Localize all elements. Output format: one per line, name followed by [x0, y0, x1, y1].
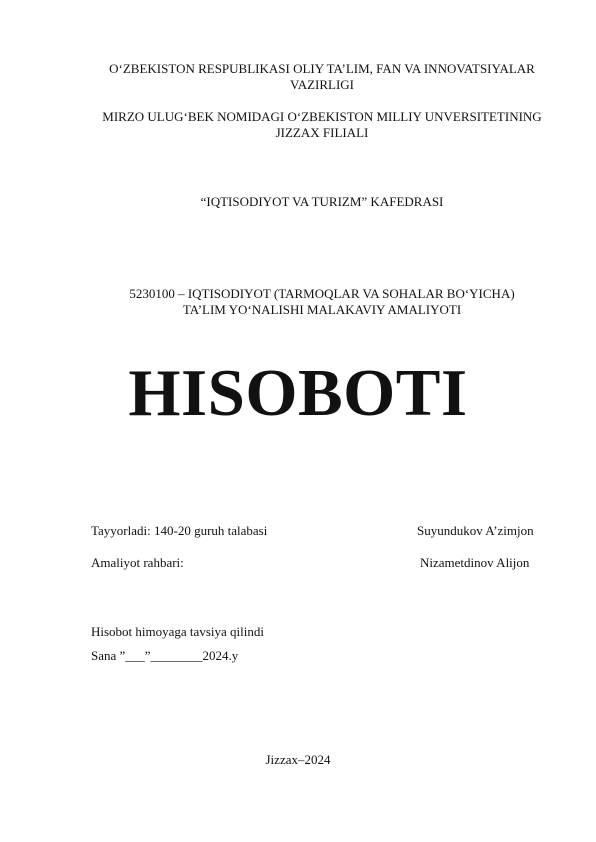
- student-name: Suyundukov A’zimjon: [417, 523, 534, 538]
- date-line: Sana ”___”________2024.y: [91, 648, 239, 663]
- university-branch-heading: [60, 109, 584, 141]
- ministry-line-1: O‘ZBEKISTON RESPUBLIKASI OLIY TA’LIM, FAN VA INNOVATSIYALAR: [109, 61, 535, 76]
- branch-line-2: JIZZAX FILIALI: [275, 125, 369, 140]
- supervisor-label: Amaliyot rahbari:: [91, 555, 184, 570]
- programme-heading: [60, 286, 584, 318]
- prepared-by-label: Tayyorladi: 140-20 guruh talabasi: [91, 523, 268, 538]
- programme-line-2: TA’LIM YO‘NALISHI MALAKAVIY AMALIYOTI: [182, 302, 462, 317]
- ministry-line-2: VAZIRLIGI: [289, 77, 355, 92]
- document-title: HISOBOTI: [128, 356, 468, 430]
- ministry-heading: [60, 61, 584, 93]
- programme-line-1: 5230100 – IQTISODIYOT (TARMOQLAR VA SOHALAR BO‘YICHA): [129, 286, 515, 301]
- supervisor-name: Nizametdinov Alijon: [420, 555, 530, 570]
- branch-line-1: MIRZO ULUG‘BEK NOMIDAGI O‘ZBEKISTON MILLIY UNVERSITETINING: [102, 109, 542, 124]
- department-heading: “IQTISODIYOT VA TURIZM” KAFEDRASI: [200, 194, 444, 209]
- place-and-year: Jizzax–2024: [265, 752, 331, 767]
- defense-recommendation: Hisobot himoyaga tavsiya qilindi: [91, 624, 264, 639]
